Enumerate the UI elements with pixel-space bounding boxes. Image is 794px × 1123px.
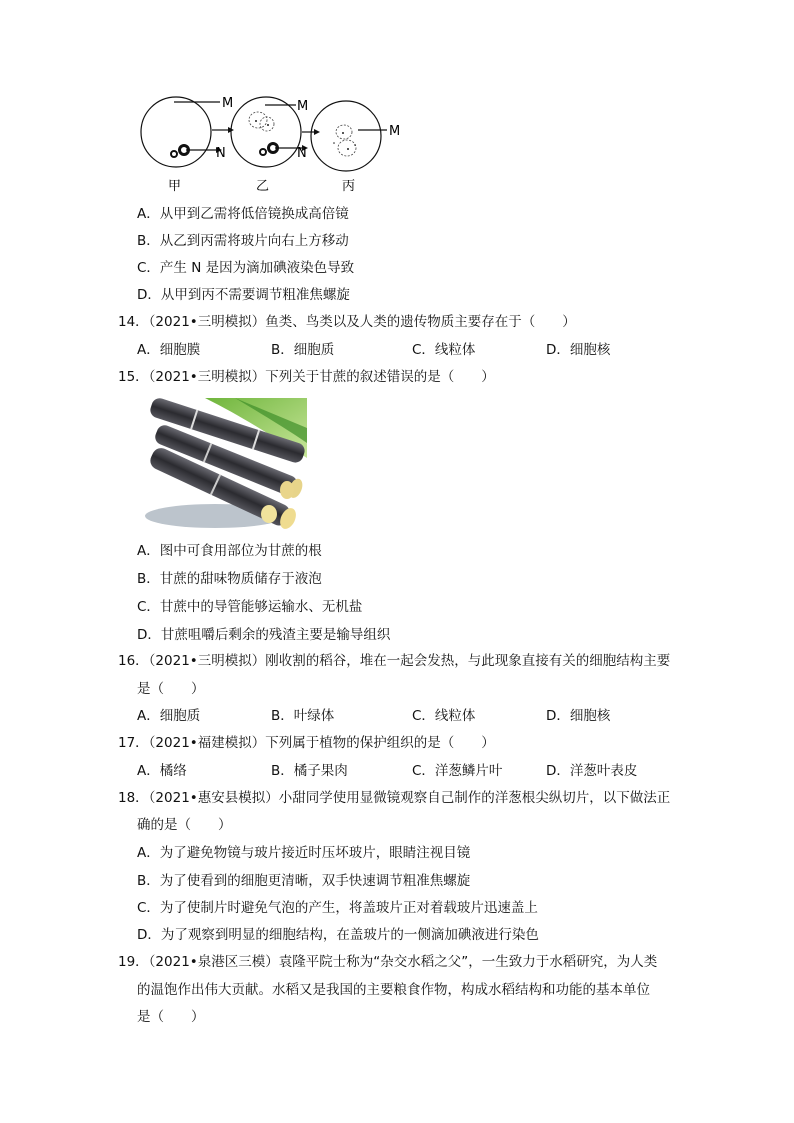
label-m-yi: M [297,99,309,114]
q13-option-c: C．产生 N 是因为滴加碘液染色导致 [137,260,355,276]
q16-option-c: C．线粒体 [412,708,476,724]
q19-stem-line1: 19．（2021•泉港区三模）袁隆平院士称为“杂交水稻之父”，一生致力于水稻研究，为人类 [118,954,658,970]
q16-option-a: A．细胞质 [137,708,201,724]
caption-jia: 甲 [168,179,182,194]
q18-option-c: C．为了使制片时避免气泡的产生，将盖玻片正对着载玻片迅速盖上 [137,900,538,916]
q18-stem-line1: 18．（2021•惠安县模拟）小甜同学使用显微镜观察自己制作的洋葱根尖纵切片，以下做法正 [118,790,671,806]
caption-bing: 丙 [342,179,356,194]
q13-option-a: A．从甲到乙需将低倍镜换成高倍镜 [137,206,349,222]
label-n-jia: N [216,146,226,161]
q17-option-b: B．橘子果肉 [271,763,348,779]
q16-stem-line2: 是（ ） [137,681,205,697]
q15-option-d: D．甘蔗咀嚼后剩余的残渣主要是输导组织 [137,627,391,643]
q18-option-a: A．为了避免物镜与玻片接近时压坏玻片，眼睛注视目镜 [137,845,471,861]
q13-option-d: D．从甲到丙不需要调节粗准焦螺旋 [137,287,350,303]
q18-stem-line2: 确的是（ ） [137,817,232,833]
label-n-yi: N [297,146,307,161]
q13-option-b: B．从乙到丙需将玻片向右上方移动 [137,233,349,249]
q16-option-d: D．细胞核 [546,708,611,724]
field-yi [231,97,301,167]
microscope-fields-diagram [130,90,420,200]
q16-stem-line1: 16．（2021•三明模拟）刚收割的稻谷，堆在一起会发热，与此现象直接有关的细胞结构主要 [118,653,671,669]
field-bing [311,101,381,171]
q19-stem-line3: 是（ ） [137,1009,205,1025]
q17-option-d: D．洋葱叶表皮 [546,763,638,779]
label-m-jia: M [222,96,234,111]
q17-option-c: C．洋葱鳞片叶 [412,763,503,779]
q17-option-a: A．橘络 [137,763,187,779]
caption-yi: 乙 [256,179,270,194]
q14-option-a: A．细胞膜 [137,342,201,358]
q18-option-b: B．为了使看到的细胞更清晰，双手快速调节粗准焦螺旋 [137,873,471,889]
q19-stem-line2: 的温饱作出伟大贡献。水稻又是我国的主要粮食作物，构成水稻结构和功能的基本单位 [137,982,650,998]
q15-option-a: A．图中可食用部位为甘蔗的根 [137,543,322,559]
q15-option-c: C．甘蔗中的导管能够运输水、无机盐 [137,599,363,615]
q14-option-b: B．细胞质 [271,342,335,358]
q16-option-b: B．叶绿体 [271,708,335,724]
label-m-bing: M [389,124,401,139]
q14-stem: 14．（2021•三明模拟）鱼类、鸟类以及人类的遗传物质主要存在于（ ） [118,314,576,330]
sugarcane-photo [145,398,307,532]
q14-option-d: D．细胞核 [546,342,611,358]
q14-option-c: C．线粒体 [412,342,476,358]
q15-stem: 15．（2021•三明模拟）下列关于甘蔗的叙述错误的是（ ） [118,369,495,385]
q17-stem: 17．（2021•福建模拟）下列属于植物的保护组织的是（ ） [118,735,495,751]
q18-option-d: D．为了观察到明显的细胞结构，在盖玻片的一侧滴加碘液进行染色 [137,927,539,943]
q15-option-b: B．甘蔗的甜味物质储存于液泡 [137,571,322,587]
